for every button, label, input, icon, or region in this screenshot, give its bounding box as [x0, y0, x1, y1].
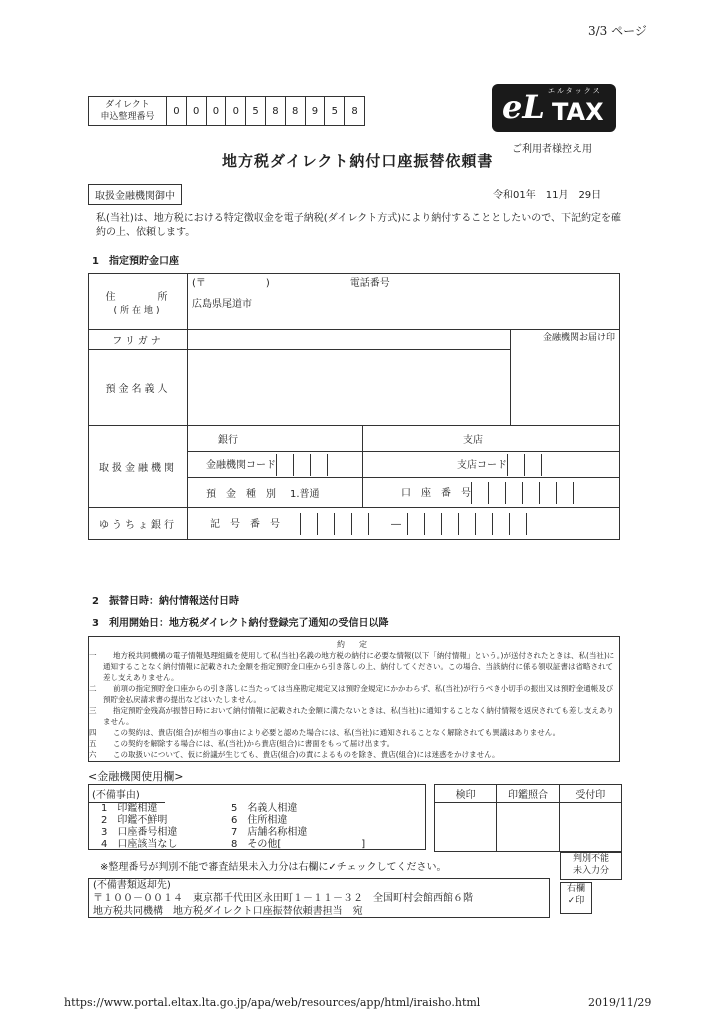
return-heading: (不備書類返却先) — [93, 880, 171, 891]
defect-item: 5 名義人相違 — [231, 803, 298, 814]
defect-heading: (不備事由) — [89, 785, 165, 803]
term-item: 一 地方税共同機構の電子情報処理組織を使用して私(当社)名義の地方税の納付に必要な情報(以下「納付情報」という。)が送付されたときは、私(当社)に通知することなく納付情報に記載された金額を指定預貯金口座から引き落しの上、納付してください。この場合、当該納付に係る領収証書は省略されて差し支えありません。 — [89, 651, 615, 682]
page-title: 地方税ダイレクト納付口座振替依頼書 — [222, 152, 494, 170]
request-date: 令和01年 11月 29日 — [493, 190, 602, 201]
direct-number-digit: 9 — [306, 97, 326, 125]
institution-label: 取扱金融機関 — [89, 426, 188, 508]
direct-number-digit: 0 — [207, 97, 227, 125]
return-address: 〒１００－００１４ 東京都千代田区永田町１－１１－３２ 全国町村会館西館６階 — [93, 893, 473, 904]
check-mark-box[interactable]: 右欄 ✓印 — [560, 882, 592, 914]
footer-date: 2019/11/29 — [588, 996, 652, 1009]
direct-number-digit: 5 — [325, 97, 345, 125]
return-address-box — [88, 878, 550, 918]
section-2-title: 2 振替日時：納付情報送付日時 — [92, 596, 239, 607]
bank-name-field[interactable]: 銀行 — [188, 426, 363, 452]
direct-number-label: ダイレクト 申込整理番号 — [89, 97, 167, 125]
direct-number-digit: 8 — [351, 105, 358, 117]
intro-text: 私(当社)は、地方税における特定徴収金を電子納税(ダイレクト方式)により納付することとしたいので、下記約定を確約の上、依頼します。 — [96, 213, 622, 238]
holder-field[interactable] — [188, 350, 511, 426]
copy-label: ご利用者様控え用 — [512, 144, 592, 155]
address-label-cell: 住 所 (所在地) — [89, 274, 188, 330]
branch-code-field[interactable]: 支店コード — [363, 452, 620, 478]
phone-label: 電話番号 — [349, 278, 390, 289]
holder-label: 預金名義人 — [89, 350, 188, 426]
fi-use-title: <金融機関使用欄> — [88, 770, 184, 783]
defect-item: 7 店舗名称相違 — [231, 827, 308, 838]
terms-box — [88, 636, 620, 762]
direct-number-box — [88, 96, 365, 126]
term-item: 五 この契約を解除する場合には、私(当社)から貴店(組合)に書面をもって届け出ます。 — [89, 739, 395, 748]
defect-item: 1 印鑑相違 — [101, 803, 158, 814]
page-number: 3/3 ページ — [588, 24, 647, 38]
defect-reasons-box — [88, 784, 426, 850]
bank-code-field[interactable]: 金融機関コード — [188, 452, 363, 478]
direct-number-digit: 5 — [246, 97, 266, 125]
return-recipient: 地方税共同機構 地方税ダイレクト口座振替依頼書担当 宛 — [93, 906, 363, 917]
direct-number-digit: 8 — [266, 97, 286, 125]
eltax-logo: エルタックス eL TAX — [492, 84, 616, 132]
term-item: 四 この契約は、貴店(組合)が相当の事由により必要と認めた場合には、私(当社)に通知されることなく解除されても異議はありません。 — [89, 728, 561, 737]
check-note: ※整理番号が判別不能で審査結果未入力分は右欄に✓チェックしてください。 — [100, 862, 447, 873]
section-3-title: 3 利用開始日：地方税ダイレクト納付登録完了通知の受信日以降 — [92, 618, 389, 629]
deposit-type-value: 1.普通 — [290, 489, 320, 500]
inspection-stamp-cell[interactable]: 検印 — [435, 785, 497, 851]
seal-cell[interactable]: 金融機関お届け印 — [511, 330, 620, 426]
terms-heading: 約定 — [337, 640, 381, 649]
yucho-label: ゆうちょ銀行 — [89, 508, 188, 540]
branch-name-field[interactable]: 支店 — [363, 426, 620, 452]
defect-item: 2 印鑑不鮮明 — [101, 815, 168, 826]
defect-item: 6 住所相違 — [231, 815, 288, 826]
direct-number-digit: 0 — [187, 97, 207, 125]
postal-code: (〒 ) — [192, 278, 270, 289]
section-1-title: 1 指定預貯金口座 — [92, 256, 179, 267]
footer-url: https://www.portal.eltax.lta.go.jp/apa/web/resources/app/html/iraisho.html — [64, 996, 481, 1009]
account-form — [88, 273, 620, 540]
bank-addressee: 取扱金融機関御中 — [88, 184, 182, 205]
address-cell[interactable] — [188, 274, 620, 330]
yucho-symbol-field[interactable]: 記 号 番 号 ― — [188, 508, 620, 540]
address-value: 広島県尾道市 — [192, 299, 252, 310]
term-item: 二 前項の指定預貯金口座からの引き落しに当たっては当座勘定規定又は預貯金規定にかかわらず、私(当社)が行うべき小切手の振出又は預貯金通帳及び預貯金払戻請求書の提出などはいたしません。 — [89, 684, 614, 704]
term-item: 三 指定預貯金残高が振替日時において納付情報に記載された金額に満たないときは、私(当社)に通知することなく納付情報を返戻されても差し支えありません。 — [89, 706, 614, 726]
account-number-field[interactable]: 口 座 番 号 — [363, 478, 620, 508]
symbol-dash: ― — [391, 518, 401, 530]
unreadable-label-box: 判別不能 未入力分 — [560, 852, 622, 880]
seal-check-cell[interactable]: 印鑑照合 — [497, 785, 559, 851]
direct-number-digits — [167, 97, 364, 125]
stamp-boxes — [434, 784, 622, 852]
furigana-label: フリガナ — [89, 330, 188, 350]
defect-item: 3 口座番号相違 — [101, 827, 178, 838]
deposit-type-cell[interactable]: 預 金 種 別 1.普通 — [188, 478, 363, 508]
term-item: 六 この取扱いについて、仮に紛議が生じても、貴店(組合)の責によるものを除き、貴店(組合)には迷惑をかけません。 — [89, 750, 500, 759]
direct-number-digit: 8 — [286, 97, 306, 125]
reception-stamp-cell[interactable]: 受付印 — [560, 785, 621, 851]
furigana-field[interactable] — [188, 330, 511, 350]
defect-item: 8 その他[ ] — [231, 839, 366, 850]
defect-item: 4 口座該当なし — [101, 839, 178, 850]
direct-number-digit: 0 — [167, 97, 187, 125]
direct-number-digit: 0 — [226, 97, 246, 125]
